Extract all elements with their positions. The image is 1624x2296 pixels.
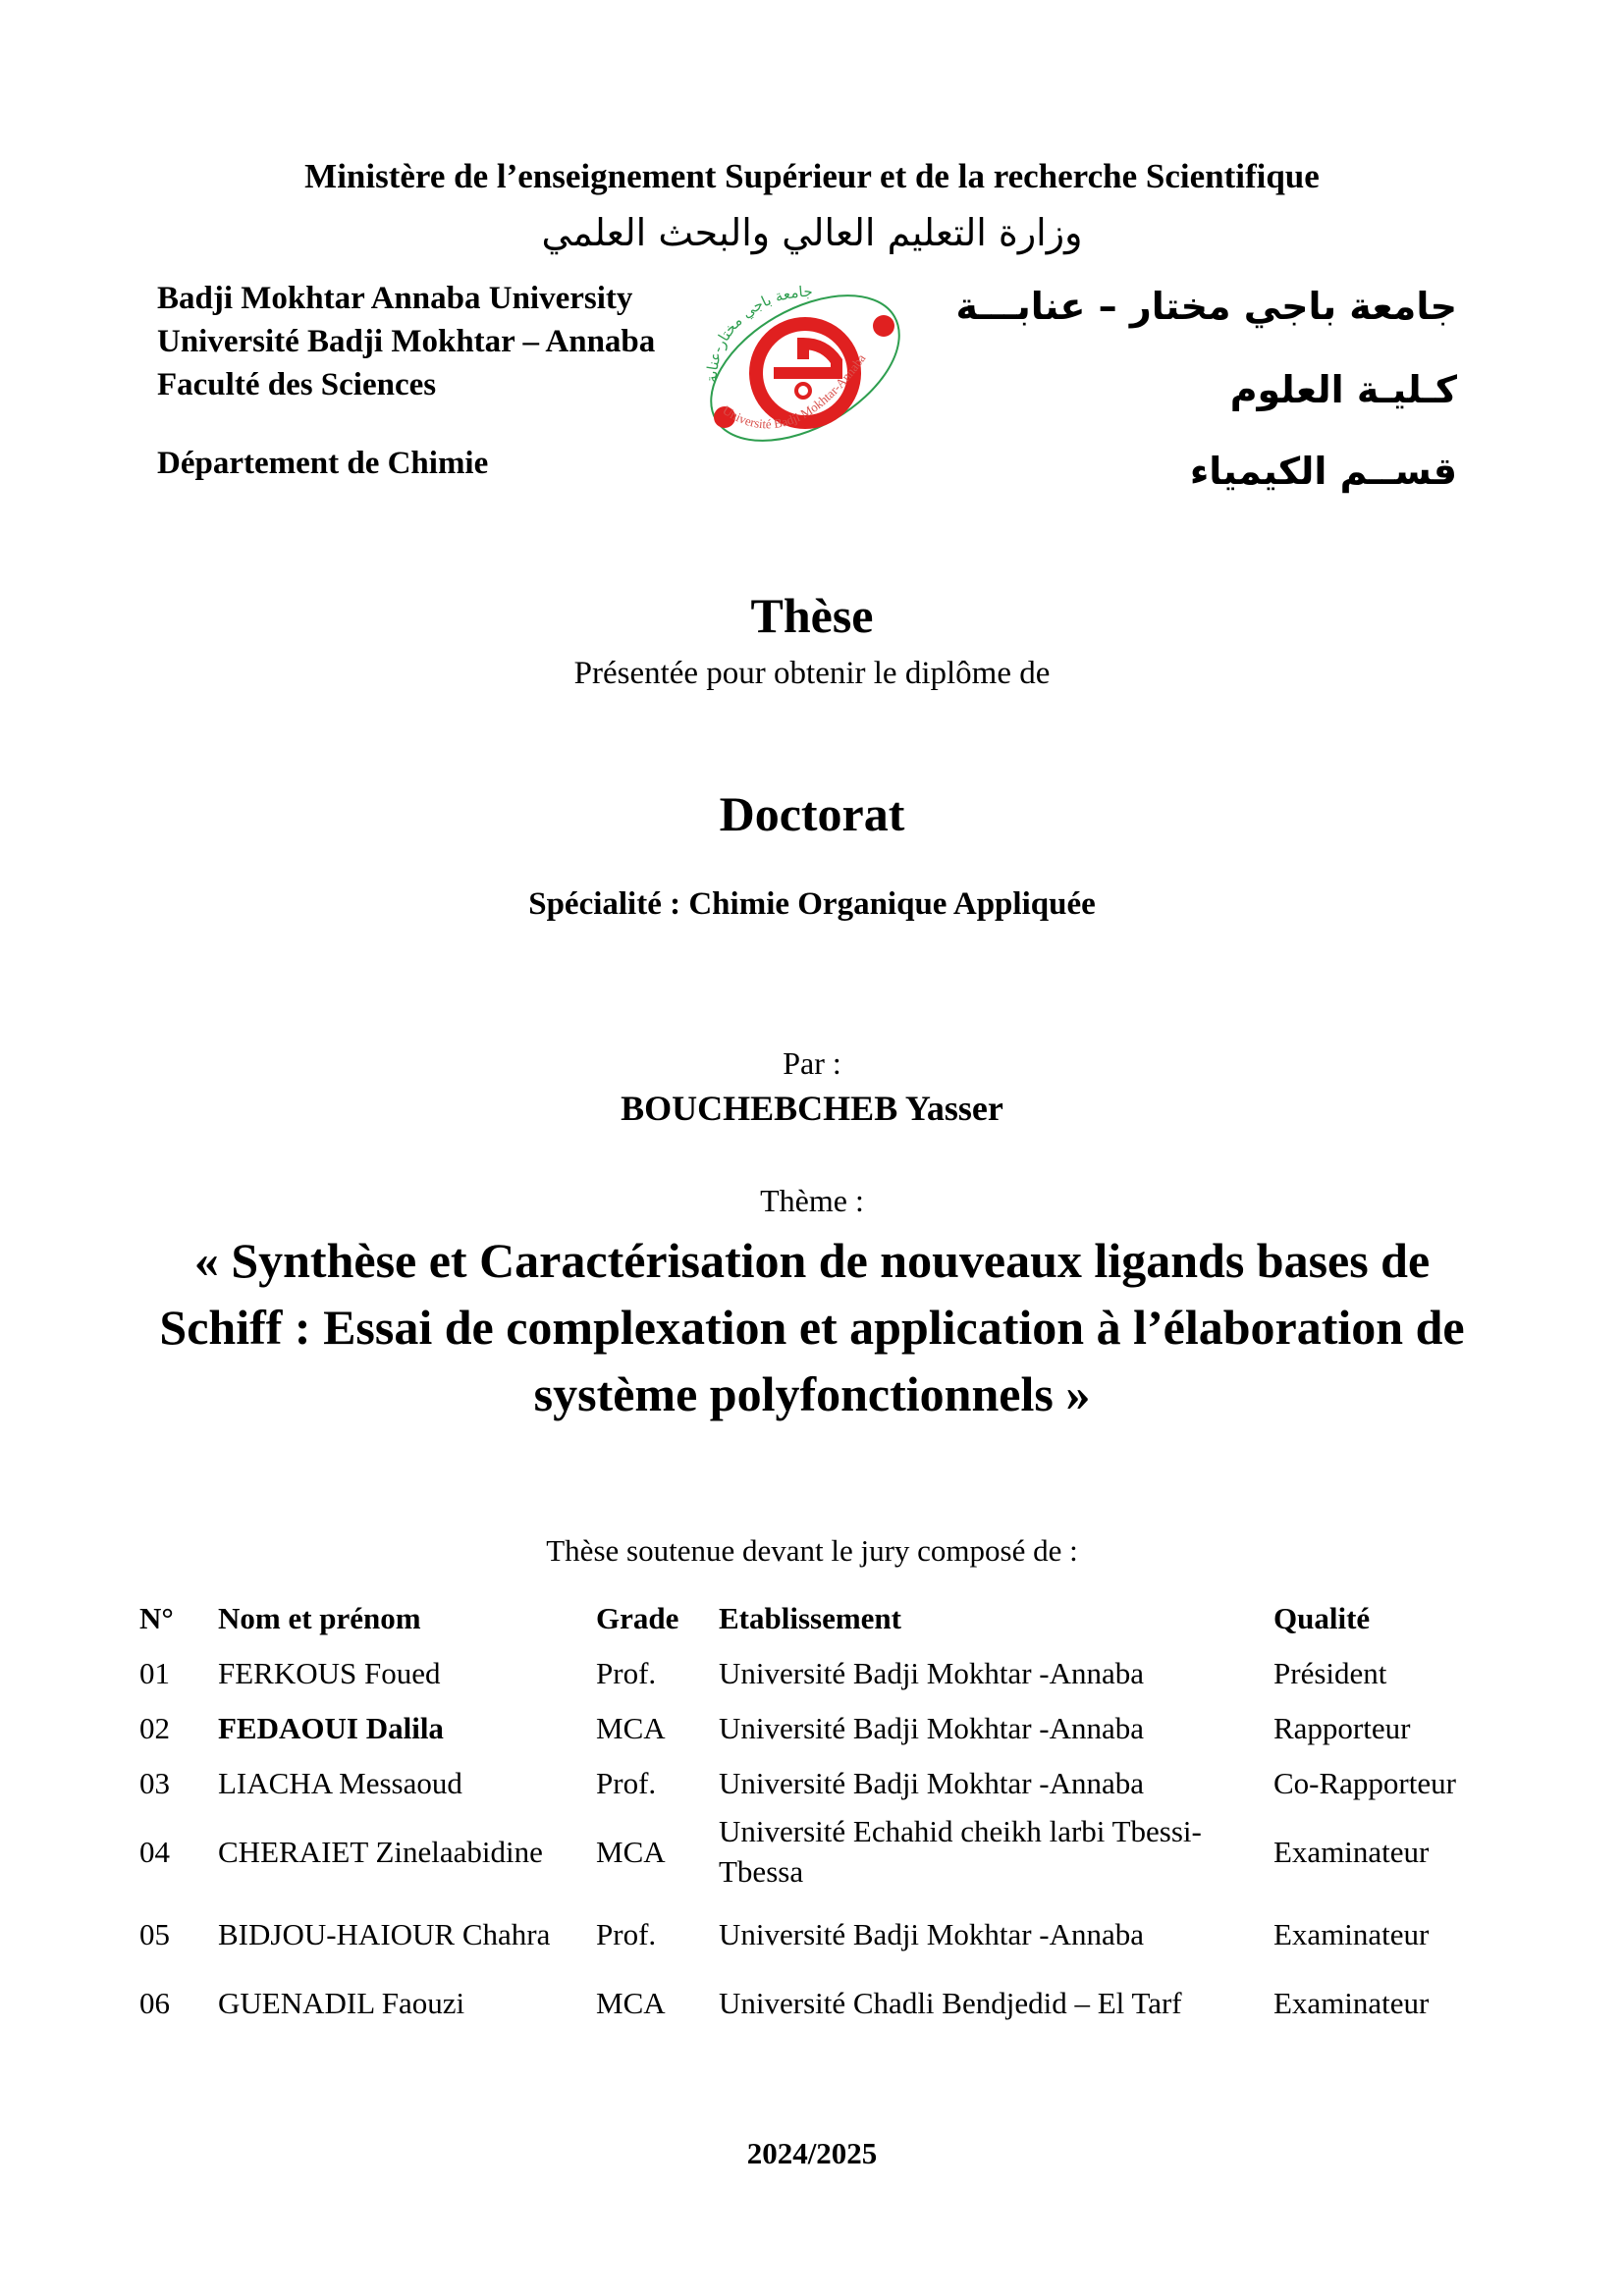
jury-etablissement: Université Badji Mokhtar -Annaba: [719, 1916, 1145, 1951]
header-grade: Grade: [596, 1600, 679, 1635]
jury-name: LIACHA Messaoud: [218, 1765, 462, 1800]
degree-title: Doctorat: [719, 786, 905, 841]
jury-etablissement: Université Badji Mokhtar -Annaba: [719, 1710, 1145, 1745]
specialty: Spécialité : Chimie Organique Appliquée: [528, 886, 1096, 922]
jury-row: [128, 1810, 1499, 1893]
jury-intro: Thèse soutenue devant le jury composé de :: [546, 1533, 1078, 1568]
jury-row: [128, 1645, 1499, 1700]
jury-qualite: Rapporteur: [1273, 1710, 1411, 1745]
jury-name: BIDJOU-HAIOUR Chahra: [218, 1916, 551, 1951]
logo-arabic-text: جامعة باجي مختار-عنابة: [702, 282, 813, 384]
jury-row: [128, 1975, 1499, 2030]
university-name-en: Badji Mokhtar Annaba University: [157, 281, 633, 316]
header-qualite: Qualité: [1273, 1600, 1371, 1635]
jury-name: CHERAIET Zinelaabidine: [218, 1834, 543, 1869]
logo-letter: [774, 344, 837, 373]
department-name-fr: Département de Chimie: [157, 446, 489, 481]
document-subtitle: Présentée pour obtenir le diplôme de: [573, 656, 1051, 691]
thesis-title: « Synthèse et Caractérisation de nouveaux ligands bases de Schiff : Essai de complexation et application à l’élaboration de système polyfonctionnels »: [159, 1233, 1465, 1421]
logo-latin-text: Université Badji Mokhtar-Annaba: [720, 350, 869, 432]
jury-name: GUENADIL Faouzi: [218, 1985, 465, 2020]
jury-row: [128, 1755, 1499, 1810]
jury-name: FERKOUS Foued: [218, 1655, 441, 1690]
jury-etablissement: Université Chadli Bendjedid – El Tarf: [719, 1985, 1182, 2020]
jury-row: [128, 1893, 1499, 1975]
jury-grade: Prof.: [596, 1916, 657, 1951]
jury-name: FEDAOUI Dalila: [218, 1710, 444, 1745]
jury-qualite: Examinateur: [1273, 1985, 1430, 2020]
jury-number: 01: [139, 1655, 170, 1690]
jury-number: 05: [139, 1916, 170, 1951]
jury-qualite: Co-Rapporteur: [1273, 1765, 1456, 1800]
ministry-title-fr: Ministère de l’enseignement Supérieur et de la recherche Scientifique: [304, 157, 1320, 195]
jury-etablissement: Université Echahid cheikh larbi Tbessi-Tbessa: [719, 1814, 1202, 1889]
ministry-title-ar: وزارة التعليم العالي والبحث العلمي: [541, 211, 1083, 254]
jury-table: [128, 1590, 1499, 2030]
header-name: Nom et prénom: [218, 1600, 421, 1635]
jury-grade: MCA: [596, 1985, 666, 2020]
jury-number: 02: [139, 1710, 170, 1745]
jury-qualite: Examinateur: [1273, 1834, 1430, 1869]
university-name-fr: Université Badji Mokhtar – Annaba: [157, 324, 656, 359]
jury-header-row: [128, 1590, 1499, 1645]
jury-grade: MCA: [596, 1710, 666, 1745]
logo-dot-right: [873, 315, 894, 337]
author-name: BOUCHEBCHEB Yasser: [621, 1089, 1003, 1128]
jury-number: 04: [139, 1834, 170, 1869]
jury-number: 03: [139, 1765, 170, 1800]
theme-label: Thème :: [760, 1183, 864, 1218]
jury-etablissement: Université Badji Mokhtar -Annaba: [719, 1655, 1145, 1690]
header-number: N°: [139, 1600, 174, 1635]
jury-qualite: Examinateur: [1273, 1916, 1430, 1951]
university-logo: [687, 275, 923, 461]
academic-year: 2024/2025: [746, 2136, 878, 2170]
header-etablissement: Etablissement: [719, 1600, 901, 1635]
author-label: Par :: [783, 1045, 841, 1081]
jury-number: 06: [139, 1985, 170, 2020]
jury-row: [128, 1700, 1499, 1755]
jury-qualite: Président: [1273, 1655, 1387, 1690]
faculty-name-ar: كـليـة العلوم: [1229, 368, 1457, 411]
jury-grade: MCA: [596, 1834, 666, 1869]
jury-etablissement: Université Badji Mokhtar -Annaba: [719, 1765, 1145, 1800]
jury-grade: Prof.: [596, 1765, 657, 1800]
faculty-name-fr: Faculté des Sciences: [157, 367, 437, 402]
university-name-ar: جامعة باجي مختار – عنابـــة: [955, 285, 1457, 328]
document-type: Thèse: [750, 588, 874, 643]
department-name-ar: قســم الكيمياء: [1189, 450, 1457, 493]
jury-grade: Prof.: [596, 1655, 657, 1690]
